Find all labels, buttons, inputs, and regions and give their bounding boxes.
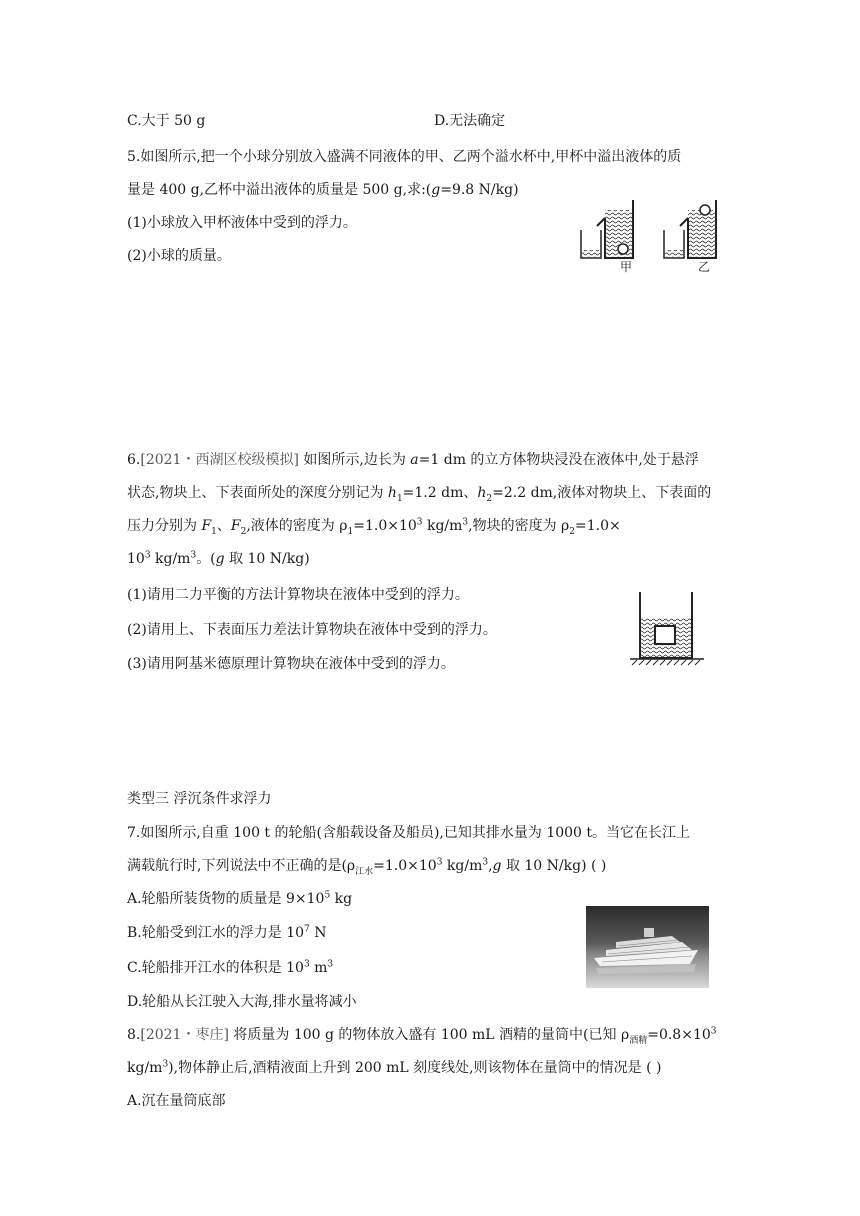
q6-line1: 6.[2021・西湖区校级模拟] 如图所示,边长为 a=1 dm 的立方体物块浸没在液体中,处于悬浮 (127, 452, 699, 468)
q6-line3: 压力分别为 $F_1$、$F_2$,液体的密度为 $\rho_1=1.0\times 10^3$ $kg/m^3$,物块的密度为 $\rho_2=1.0\times$ (127, 517, 621, 537)
q7-option-a: A.轮船所装货物的质量是 $9\times 10^5$ kg (127, 890, 353, 907)
cup-yi (664, 200, 716, 258)
option-c: C.大于 50 g (127, 113, 206, 129)
ball-yi (700, 205, 710, 215)
q7-option-d: D.轮船从长江驶入大海,排水量将减小 (127, 994, 357, 1010)
q5-sub2: (2)小球的质量。 (127, 248, 231, 264)
q7-option-c: C.轮船排开江水的体积是 $10^3$ $m^3$ (127, 959, 334, 976)
q6-sub3: (3)请用阿基米德原理计算物块在液体中受到的浮力。 (127, 656, 455, 672)
q7-line1: 7.如图所示,自重 100 t 的轮船(含船载设备及船员),已知其排水量为 1000 t。当它在长江上 (127, 825, 691, 841)
q8-source: [2021・枣庄] (140, 1027, 229, 1043)
q5-sub1: (1)小球放入甲杯液体中受到的浮力。 (127, 215, 357, 231)
label-jia: 甲 (620, 260, 633, 274)
q8-option-a: A.沉在量筒底部 (127, 1093, 226, 1109)
q7-line2: 满载航行时,下列说法中不正确的是($\rho_{江水}=1.0\times 10^3$ $kg/m^3,g$ 取 10 N/kg) ( ) (127, 857, 607, 877)
q6-line2: 状态,物块上、下表面所处的深度分别记为 $h_1=1.2$ dm、$h_2=2.2$ dm,液体对物块上、下表面的 (127, 485, 712, 504)
q6-source: [2021・西湖区校级模拟] (140, 452, 299, 468)
q5-line1: 5.如图所示,把一个小球分别放入盛满不同液体的甲、乙两个溢水杯中,甲杯中溢出液体的质 (127, 149, 682, 165)
cup-jia (581, 200, 633, 258)
ball-jia (618, 244, 628, 254)
suspended-cube-figure (628, 590, 712, 666)
section-heading: 类型三 浮沉条件求浮力 (127, 791, 272, 807)
option-d: D.无法确定 (434, 113, 506, 129)
cube (655, 626, 675, 644)
q6-line4: $10^3$ $kg/m^3$。(g 取 10 N/kg) (127, 550, 310, 567)
q6-sub1: (1)请用二力平衡的方法计算物块在液体中受到的浮力。 (127, 587, 469, 603)
overflow-cups-figure (575, 196, 735, 282)
q8-line1: 8.[2021・枣庄] 将质量为 100 g 的物体放入盛有 100 mL 酒精的量筒中(已知 $\rho_{酒精}=0.8\times 10^3$ (127, 1026, 717, 1046)
label-yi: 乙 (698, 260, 711, 274)
cruise-ship-photo (586, 906, 709, 988)
q6-sub2: (2)请用上、下表面压力差法计算物块在液体中受到的浮力。 (127, 622, 497, 638)
q8-line2: $kg/m^3$),物体静止后,酒精液面上升到 200 mL 刻度线处,则该物体在量筒中的情况是 ( ) (127, 1059, 662, 1076)
q7-option-b: B.轮船受到江水的浮力是 $10^7$ N (127, 924, 327, 941)
q5-line2: 量是 400 g,乙杯中溢出液体的质量是 500 g,求:(g=9.8 N/kg) (127, 182, 519, 198)
